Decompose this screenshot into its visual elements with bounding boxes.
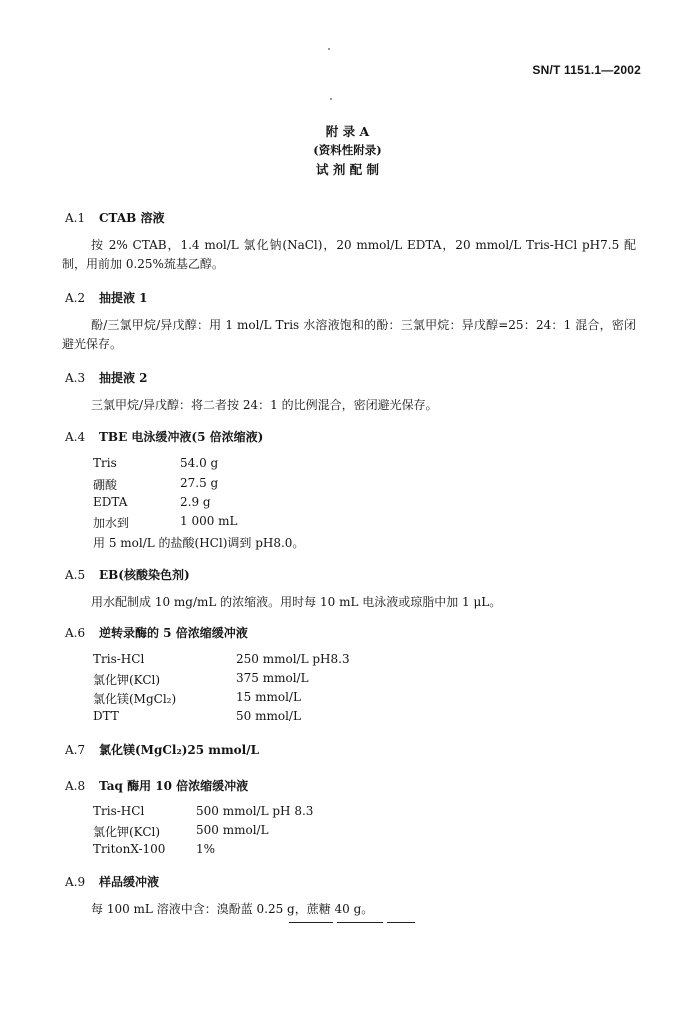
section-number: A.1 bbox=[65, 211, 86, 225]
reagent-amount: 15 mmol/L bbox=[236, 690, 301, 704]
section-title: 逆转录酶的 5 倍浓缩缓冲液 bbox=[99, 626, 248, 640]
reagent-name: DTT bbox=[93, 709, 119, 723]
section-body: 用水配制成 10 mg/mL 的浓缩液。用时每 10 mL 电泳液或琼脂中加 1 μL。 bbox=[91, 595, 502, 609]
reagent-amount: 500 mmol/L pH 8.3 bbox=[196, 804, 314, 818]
reagent-amount: 1 000 mL bbox=[180, 514, 238, 528]
section-body: 酚/三氯甲烷/异戊醇：用 1 mol/L Tris 水溶液饱和的酚：三氯甲烷：异戊醇=25：24：1 混合，密闭避光保存。 bbox=[62, 318, 636, 351]
reagent-amount: 250 mmol/L pH8.3 bbox=[236, 652, 350, 666]
section-heading bbox=[65, 566, 190, 583]
reagent-amount: 1% bbox=[196, 842, 216, 856]
section-heading bbox=[65, 741, 259, 758]
section-title: 抽提液 1 bbox=[99, 291, 148, 305]
section-title: 氯化镁(MgCl₂)25 mmol/L bbox=[99, 743, 260, 757]
reagent-name: 氯化镁(MgCl₂) bbox=[93, 692, 177, 706]
reagent-name: Tris bbox=[93, 456, 117, 470]
section-heading bbox=[65, 624, 248, 641]
speck-mark bbox=[330, 98, 332, 100]
annex-type: (资料性附录) bbox=[313, 143, 382, 157]
reagent-amount: 375 mmol/L bbox=[236, 671, 309, 685]
annex-title: 附 录 A bbox=[325, 124, 370, 139]
section-number: A.5 bbox=[65, 568, 86, 582]
standard-number: SN/T 1151.1—2002 bbox=[532, 63, 641, 77]
section-number: A.7 bbox=[65, 743, 86, 757]
reagent-name: 硼酸 bbox=[93, 478, 118, 492]
section-title: CTAB 溶液 bbox=[99, 211, 165, 225]
reagent-name: 氯化钾(KCl) bbox=[93, 673, 161, 687]
reagent-name: TritonX-100 bbox=[93, 842, 166, 856]
annex-name: 试 剂 配 制 bbox=[315, 162, 380, 177]
section-number: A.6 bbox=[65, 626, 86, 640]
section-heading bbox=[65, 873, 159, 890]
reagent-name: EDTA bbox=[93, 495, 128, 509]
reagent-amount: 54.0 g bbox=[180, 456, 219, 470]
reagent-name: Tris-HCl bbox=[93, 804, 145, 818]
section-note: 用 5 mol/L 的盐酸(HCl)调到 pH8.0。 bbox=[93, 536, 305, 550]
section-number: A.9 bbox=[65, 875, 86, 889]
reagent-name: 氯化钾(KCl) bbox=[93, 825, 161, 839]
end-rule bbox=[387, 922, 415, 923]
section-title: Taq 酶用 10 倍浓缩缓冲液 bbox=[99, 779, 249, 793]
section-number: A.3 bbox=[65, 371, 86, 385]
section-number: A.2 bbox=[65, 291, 86, 305]
reagent-amount: 50 mmol/L bbox=[236, 709, 301, 723]
section-heading bbox=[65, 428, 263, 445]
section-title: 样品缓冲液 bbox=[99, 875, 160, 889]
reagent-amount: 27.5 g bbox=[180, 476, 219, 490]
reagent-name: Tris-HCl bbox=[93, 652, 145, 666]
end-rule bbox=[337, 922, 383, 923]
section-heading bbox=[65, 209, 164, 226]
section-title: TBE 电泳缓冲液(5 倍浓缩液) bbox=[99, 430, 264, 444]
section-heading bbox=[65, 777, 248, 794]
speck-mark bbox=[328, 48, 330, 50]
section-number: A.8 bbox=[65, 779, 86, 793]
reagent-amount: 2.9 g bbox=[180, 495, 211, 509]
section-title: 抽提液 2 bbox=[99, 371, 148, 385]
reagent-amount: 500 mmol/L bbox=[196, 823, 269, 837]
section-body: 按 2% CTAB，1.4 mol/L 氯化钠(NaCl)，20 mmol/L EDTA，20 mmol/L Tris-HCl pH7.5 配制，用前加 0.25%巯基乙醇。 bbox=[62, 238, 636, 271]
section-body: 每 100 mL 溶液中含：溴酚蓝 0.25 g，蔗糖 40 g。 bbox=[91, 902, 374, 916]
end-rule bbox=[289, 922, 333, 923]
section-heading bbox=[65, 369, 148, 386]
section-body: 三氯甲烷/异戊醇：将二者按 24：1 的比例混合，密闭避光保存。 bbox=[91, 398, 438, 412]
section-title: EB(核酸染色剂) bbox=[99, 568, 190, 582]
reagent-name: 加水到 bbox=[93, 516, 130, 530]
section-number: A.4 bbox=[65, 430, 86, 444]
section-heading bbox=[65, 289, 148, 306]
